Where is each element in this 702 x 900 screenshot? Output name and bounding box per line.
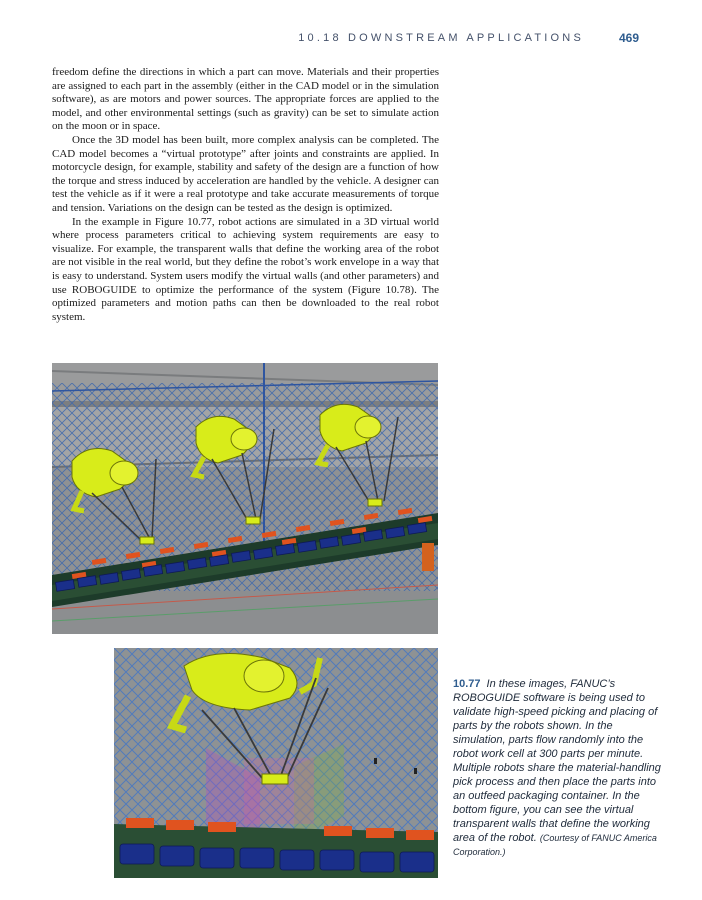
robot-cell-overview-illustration (52, 363, 438, 634)
figure-number: 10.77 (453, 678, 481, 690)
caption-credit: (Courtesy of FANUC America Corporation.) (453, 833, 657, 857)
body-text (52, 66, 439, 324)
page-number: 469 (618, 31, 639, 45)
running-head: 10.18 DOWNSTREAM APPLICATIONS (298, 32, 584, 44)
paragraph-3: In the example in Figure 10.77, robot actions are simulated in a 3D virtual world where process parameters critical to achieving system requirements are easy to visualize. For example, the transparent walls that define the working area of the robot are not visible in the real world, but they define the robot’s work envelope in a way that is easy to understand. System users modify the virtual walls (and other parameters) and use ROBOGUIDE to optimize the performance of the system (Figure 10.78). The optimized parameters and motion paths can then be downloaded to the real robot system. (52, 215, 439, 323)
figure-bottom-image (114, 648, 438, 878)
paragraph-1: freedom define the directions in which a part can move. Materials and their properties are assigned to each part in the assembly (either in the CAD model or in the simulation software), as are motors and power sources. The appropriate forces are applied to the model, and other environmental settings (such as gravity) can be set to simulate action on the moon or in space. (52, 66, 439, 133)
robot-closeup-illustration (114, 648, 438, 878)
figure-top-image (52, 363, 438, 634)
paragraph-2: Once the 3D model has been built, more complex analysis can be completed. The CAD model becomes a “virtual prototype” after joints and constraints are applied. In motorcycle design, for example, stability and safety of the design are a function of how the torque and stress induced by acceleration are handled by the vehicle. A designer can test the vehicle as if it were a real prototype and take accurate measurements of torque and tension. Variations on the design can be tested as the design is optimized. (52, 133, 439, 214)
caption-text: In these images, FANUC’s ROBOGUIDE software is being used to validate high-speed picking and placing of parts by the robots shown. In the simulation, parts flow randomly into the robot work cell at 300 parts per minute. Multiple robots share the material-handling pick process and then place the parts into an outfeed packaging container. In the bottom figure, you can see the virtual transparent walls that define the working area of the robot. (453, 678, 661, 844)
figure-caption (453, 677, 668, 859)
page-header (0, 32, 702, 50)
